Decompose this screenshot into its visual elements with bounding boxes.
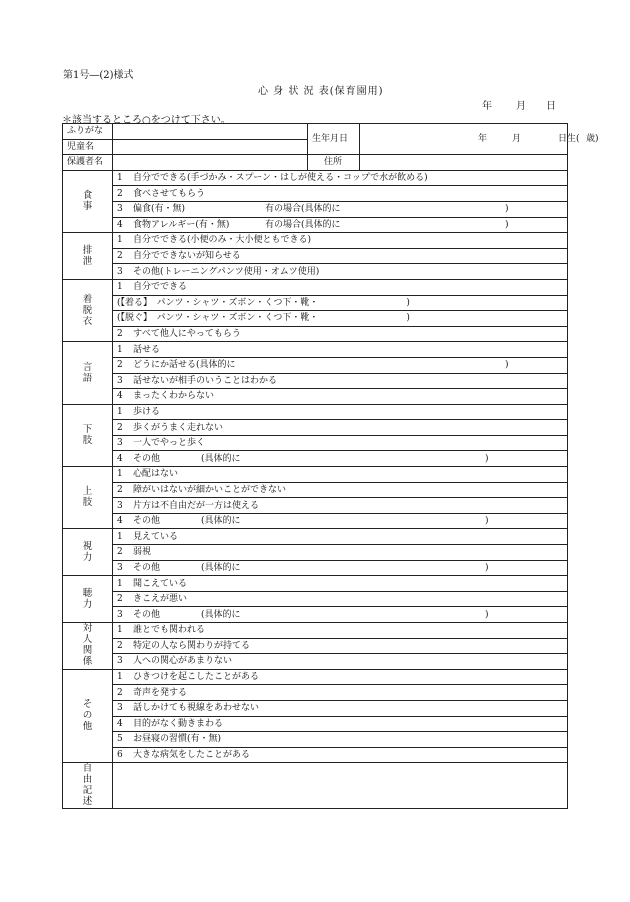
option-cell[interactable]: [113, 326, 568, 342]
option-number: 3: [117, 438, 123, 449]
option-text: 奇声を発する: [133, 687, 188, 698]
option-detail: (具体的に: [201, 562, 241, 573]
birth-age: 歳): [586, 134, 599, 145]
option-text: 片方は不自由だが一方は使える: [133, 500, 260, 511]
row-arms-1: [63, 467, 568, 483]
category-legs: [63, 404, 113, 466]
row-other-1: [63, 669, 568, 685]
option-number: 2: [117, 547, 123, 558]
category-toilet: [63, 233, 113, 280]
option-cell[interactable]: [113, 482, 568, 498]
free-description-rows: [63, 763, 568, 809]
row-dressing-3: [63, 311, 568, 327]
address-field[interactable]: [360, 155, 568, 171]
category-dressing: [63, 279, 113, 341]
option-text: まったくわからない: [133, 391, 215, 402]
option-text: 歩ける: [133, 406, 161, 417]
close-paren: ): [505, 219, 509, 230]
header-rows: [63, 124, 599, 171]
option-text: どうにか話せる(具体的に: [133, 360, 236, 371]
option-text: 食べさせてもらう: [133, 188, 206, 199]
option-cell[interactable]: [113, 404, 568, 420]
option-text: 弱視: [133, 547, 152, 558]
option-number: 3: [117, 703, 123, 714]
row-other-2: [63, 685, 568, 701]
close-paren: ): [485, 562, 489, 573]
row-hearing-2: [63, 591, 568, 607]
row-vision-3: [63, 560, 568, 576]
option-number: 3: [117, 656, 123, 667]
option-cell[interactable]: [113, 342, 568, 358]
option-cell[interactable]: [113, 357, 568, 373]
furigana-label: ふりがな: [63, 124, 113, 140]
option-cell[interactable]: [113, 623, 568, 639]
close-paren: ): [406, 313, 410, 324]
option-cell[interactable]: [113, 420, 568, 436]
option-text: 誰とでも関われる: [133, 625, 206, 636]
close-paren: ): [485, 453, 489, 464]
option-cell[interactable]: [113, 529, 568, 545]
option-cell[interactable]: [113, 685, 568, 701]
row-social-2: [63, 638, 568, 654]
option-cell[interactable]: [113, 389, 568, 405]
option-number: 3: [117, 562, 123, 573]
row-meal-3: [63, 201, 568, 217]
option-text: その他: [133, 609, 161, 620]
row-vision-1: [63, 529, 568, 545]
option-text: 目的がなく動きまわる: [133, 718, 224, 729]
date-line: [482, 97, 556, 112]
option-cell[interactable]: [113, 217, 568, 233]
option-number: 1: [117, 235, 123, 246]
option-number: 2: [117, 640, 123, 651]
option-number: 2: [117, 422, 123, 433]
option-text: 自分でできる(小便のみ・大小便ともできる): [133, 235, 312, 246]
option-text: 心配はない: [133, 469, 179, 480]
row-other-6: [63, 747, 568, 763]
status-form-table: [62, 123, 599, 809]
close-paren: ): [406, 297, 410, 308]
row-arms-3: [63, 498, 568, 514]
option-text: その他: [133, 516, 161, 527]
option-cell[interactable]: [113, 654, 568, 670]
option-cell[interactable]: [113, 638, 568, 654]
option-condition: 有の場合(具体的に: [265, 204, 341, 215]
option-number: 3: [117, 500, 123, 511]
category-other: [63, 669, 113, 763]
furigana-field[interactable]: [113, 124, 308, 140]
row-arms-4: [63, 513, 568, 529]
option-cell[interactable]: [113, 170, 568, 186]
instruction-text: ＊該当するところ○をつけて下さい。: [62, 115, 231, 126]
row-language-1: [63, 342, 568, 358]
option-number: 4: [117, 718, 123, 729]
option-number: 1: [117, 531, 123, 542]
option-text: その他(トレーニングパンツ使用・オムツ使用): [133, 266, 320, 277]
category-meal: [63, 170, 113, 232]
guardian-name-field[interactable]: [113, 155, 308, 171]
option-text: 偏食(有・無): [133, 204, 186, 215]
form-code: 第1号―(2)様式: [63, 70, 134, 81]
option-text: すべて他人にやってもらう: [133, 329, 241, 340]
row-meal-2: [63, 186, 568, 202]
row-other-5: [63, 732, 568, 748]
option-number: 4: [117, 219, 123, 230]
option-number: 1: [117, 406, 123, 417]
section-rows: [63, 170, 568, 763]
free-description-label: 自由記述: [63, 763, 113, 809]
option-number: 1: [117, 578, 123, 589]
row-hearing-3: [63, 607, 568, 623]
row-social-1: [63, 623, 568, 639]
date-month: 月: [516, 101, 526, 112]
row-legs-4: [63, 451, 568, 467]
row-language-2: [63, 357, 568, 373]
option-number: 2: [117, 687, 123, 698]
close-paren: ): [485, 609, 489, 620]
row-dressing-1: [63, 279, 568, 295]
row-toilet-2: [63, 248, 568, 264]
date-year: 年: [482, 101, 492, 112]
option-text: 障がいはないが細かいことができない: [133, 484, 287, 495]
option-text: きこえが悪い: [133, 594, 188, 605]
option-cell[interactable]: [113, 732, 568, 748]
option-number: 2: [117, 484, 123, 495]
option-number: 5: [117, 734, 123, 745]
category-label: 着脱衣: [82, 293, 93, 327]
row-other-3: [63, 700, 568, 716]
option-cell[interactable]: [113, 373, 568, 389]
row-hearing-1: [63, 576, 568, 592]
option-number: 1: [117, 344, 123, 355]
option-text: 話せる: [133, 344, 161, 355]
category-label: 下肢: [82, 423, 93, 446]
row-legs-1: [63, 404, 568, 420]
category-label: 対人関係: [82, 623, 93, 668]
option-text: その他: [133, 453, 161, 464]
option-number: 2: [117, 594, 123, 605]
option-cell[interactable]: [113, 607, 568, 623]
option-text: 聞こえている: [133, 578, 188, 589]
option-cell[interactable]: [113, 233, 568, 249]
header-row-guardian: [63, 155, 568, 171]
option-text: 話せないが相手のいうことはわかる: [133, 375, 278, 386]
address-label: 住所: [308, 155, 360, 171]
option-number: 3: [117, 375, 123, 386]
option-text: 自分でできる: [133, 282, 188, 293]
option-number: 1: [117, 469, 123, 480]
option-cell[interactable]: [113, 264, 568, 280]
free-description-row: [63, 763, 568, 809]
option-text: 自分でできないが知らせる: [133, 251, 241, 262]
row-dressing-4: [63, 326, 568, 342]
row-language-4: [63, 389, 568, 405]
option-text: 一人でやっと歩く: [133, 438, 206, 449]
option-cell[interactable]: [113, 248, 568, 264]
option-cell[interactable]: [113, 747, 568, 763]
category-arms: [63, 467, 113, 529]
option-text: (【脱ぐ】 パンツ・シャツ・ズボン・くつ下・靴・: [117, 313, 319, 324]
category-label: 上肢: [82, 486, 93, 509]
row-toilet-3: [63, 264, 568, 280]
header-row-furigana: [63, 124, 568, 140]
option-number: 6: [117, 750, 123, 761]
row-other-4: [63, 716, 568, 732]
option-cell[interactable]: [113, 669, 568, 685]
close-paren: ): [505, 360, 509, 371]
guardian-name-label: 保護者名: [63, 155, 113, 171]
option-cell[interactable]: [113, 279, 568, 295]
option-text: その他: [133, 562, 161, 573]
option-condition: 有の場合(具体的に: [265, 219, 341, 230]
option-number: 4: [117, 453, 123, 464]
option-cell[interactable]: [113, 498, 568, 514]
birth-field[interactable]: [360, 124, 599, 155]
row-arms-2: [63, 482, 568, 498]
option-text: 特定の人なら関わりが持てる: [133, 640, 251, 651]
option-text: 人への関心があまりない: [133, 656, 233, 667]
category-language: [63, 342, 113, 404]
option-number: 3: [117, 609, 123, 620]
option-number: 1: [117, 625, 123, 636]
option-number: 3: [117, 266, 123, 277]
row-dressing-2: [63, 295, 568, 311]
option-cell[interactable]: [113, 186, 568, 202]
category-social: [63, 623, 113, 670]
option-number: 4: [117, 516, 123, 527]
row-legs-2: [63, 420, 568, 436]
option-text: 大きな病気をしたことがある: [133, 750, 251, 761]
option-text: (【着る】 パンツ・シャツ・ズボン・くつ下・靴・: [117, 297, 319, 308]
option-number: 1: [117, 672, 123, 683]
option-text: ひきつけを起こしたことがある: [133, 672, 260, 683]
category-hearing: [63, 576, 113, 623]
option-number: 2: [117, 251, 123, 262]
option-detail: (具体的に: [201, 609, 241, 620]
option-text: お昼寝の習慣(有・無): [133, 734, 222, 745]
option-cell[interactable]: [113, 311, 568, 327]
row-legs-3: [63, 435, 568, 451]
free-description-field[interactable]: [113, 763, 568, 809]
category-label: 排泄: [82, 244, 93, 267]
close-paren: ): [485, 516, 489, 527]
category-label: 視力: [82, 540, 93, 563]
birth-label: 生年月日: [308, 124, 360, 155]
option-cell[interactable]: [113, 295, 568, 311]
document-title: 心 身 状 況 表(保育園用): [258, 86, 384, 97]
option-cell[interactable]: [113, 591, 568, 607]
option-text: 歩くがうまく走れない: [133, 422, 224, 433]
birth-month: 月: [512, 134, 522, 145]
row-language-3: [63, 373, 568, 389]
child-name-label: 児童名: [63, 139, 113, 155]
option-detail: (具体的に: [201, 453, 241, 464]
row-meal-1: [63, 170, 568, 186]
option-text: 見えている: [133, 531, 179, 542]
row-vision-2: [63, 545, 568, 561]
category-label: 言語: [82, 361, 93, 384]
category-label: 食事: [82, 189, 93, 212]
birth-year: 年: [478, 134, 488, 145]
option-cell[interactable]: [113, 700, 568, 716]
option-number: 3: [117, 204, 123, 215]
option-number: 1: [117, 173, 123, 184]
child-name-field[interactable]: [113, 139, 308, 155]
option-cell[interactable]: [113, 576, 568, 592]
category-label: その他: [82, 699, 93, 733]
birth-day: 日生(: [558, 134, 580, 145]
option-cell[interactable]: [113, 716, 568, 732]
category-vision: [63, 529, 113, 576]
option-cell[interactable]: [113, 201, 568, 217]
row-social-3: [63, 654, 568, 670]
close-paren: ): [505, 204, 509, 215]
category-label: 聴力: [82, 587, 93, 610]
option-cell[interactable]: [113, 435, 568, 451]
option-number: 4: [117, 391, 123, 402]
option-cell[interactable]: [113, 560, 568, 576]
option-text: 食物アレルギー(有・無): [133, 219, 230, 230]
option-detail: (具体的に: [201, 516, 241, 527]
option-text: 話しかけても視線をあわせない: [133, 703, 260, 714]
row-meal-4: [63, 217, 568, 233]
option-number: 1: [117, 282, 123, 293]
option-number: 2: [117, 360, 123, 371]
option-text: 自分でできる(手づかみ・スプーン・はしが使える・コップで水が飲める): [133, 173, 428, 184]
option-cell[interactable]: [113, 451, 568, 467]
option-number: 2: [117, 188, 123, 199]
option-cell[interactable]: [113, 545, 568, 561]
date-day: 日: [546, 101, 556, 112]
row-toilet-1: [63, 233, 568, 249]
option-cell[interactable]: [113, 467, 568, 483]
option-cell[interactable]: [113, 513, 568, 529]
option-number: 2: [117, 329, 123, 340]
